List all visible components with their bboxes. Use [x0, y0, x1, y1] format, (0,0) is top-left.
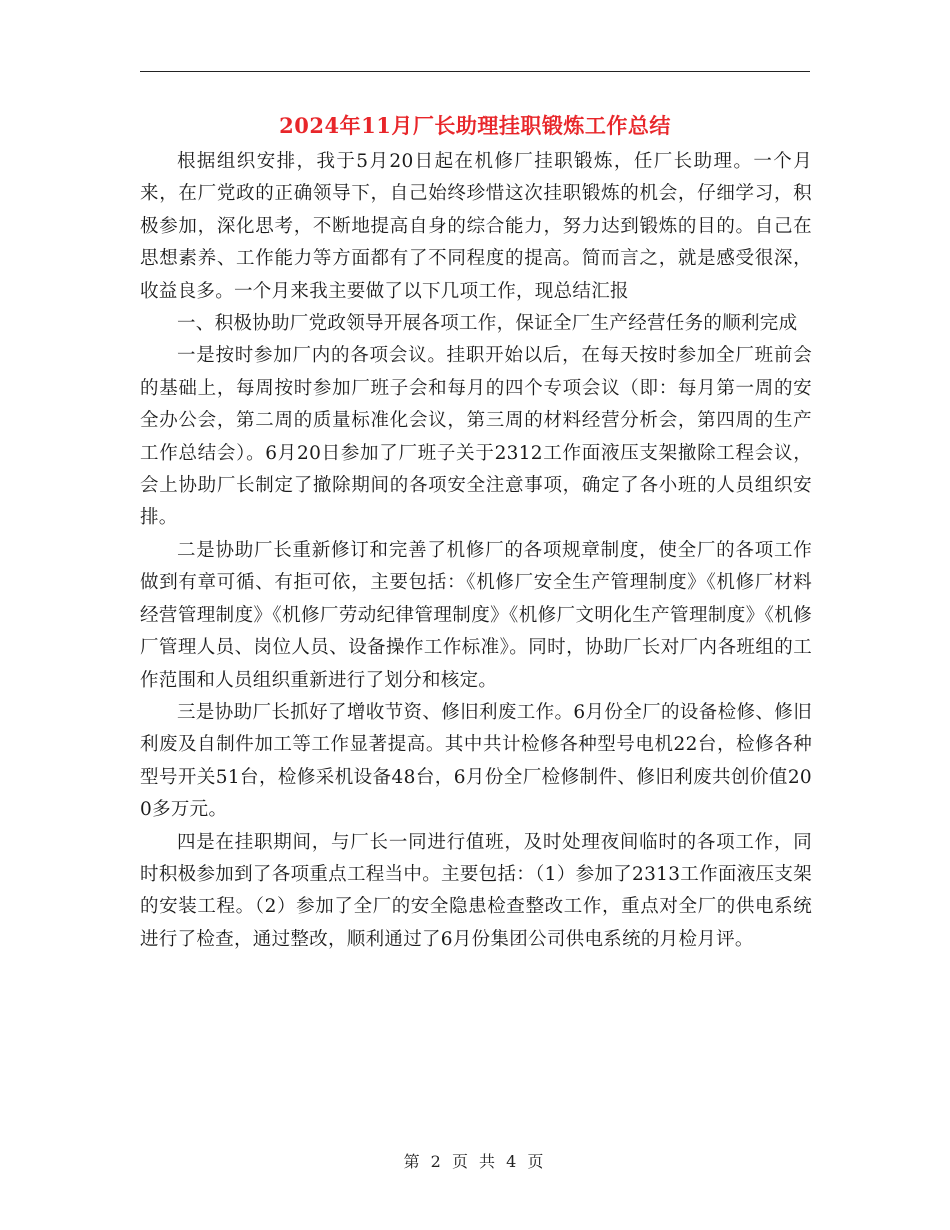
document-title: 2024年11月厂长助理挂职锻炼工作总结: [279, 113, 671, 138]
paragraph-intro: 根据组织安排，我于5月20日起在机修厂挂职锻炼，任厂长助理。一个月来，在厂党政的正确领导下，自己始终珍惜这次挂职锻炼的机会，仔细学习，积极参加，深化思考，不断地提高自身的综合能力，努力达到锻炼的目的。自己在思想素养、工作能力等方面都有了不同程度的提高。简而言之，就是感受很深，收益良多。一个月来我主要做了以下几项工作，现总结汇报: [140, 151, 812, 302]
paragraph-item-1: 一是按时参加厂内的各项会议。挂职开始以后，在每天按时参加全厂班前会的基础上，每周按时参加厂班子会和每月的四个专项会议（即：每月第一周的安全办公会，第二周的质量标准化会议，第三周的材料经营分析会，第四周的生产工作总结会）。6月20日参加了厂班子关于2312工作面液压支架撤除工程会议，会上协助厂长制定了撤除期间的各项安全注意事项，确定了各小班的人员组织安排。: [140, 345, 812, 529]
page-footer: 第 2 页 共 4 页: [403, 1152, 547, 1171]
paragraph-item-3: 三是协助厂长抓好了增收节资、修旧利废工作。6月份全厂的设备检修、修旧利废及自制件加工等工作显著提高。其中共计检修各种型号电机22台，检修各种型号开关51台，检修采机设备48台，6月份全厂检修制件、修旧利废共创价值200多万元。: [140, 701, 812, 821]
paragraph-item-4: 四是在挂职期间，与厂长一同进行值班，及时处理夜间临时的各项工作，同时积极参加到了各项重点工程当中。主要包括：（1）参加了2313工作面液压支架的安装工程。（2）参加了全厂的安全隐患检查整改工作，重点对全厂的供电系统进行了检查，通过整改，顺利通过了6月份集团公司供电系统的月检月评。: [140, 831, 812, 950]
document-body: [140, 146, 812, 956]
paragraph-item-2: 二是协助厂长重新修订和完善了机修厂的各项规章制度，使全厂的各项工作做到有章可循、有拒可依，主要包括：《机修厂安全生产管理制度》《机修厂材料经营管理制度》《机修厂劳动纪律管理制度》《机修厂文明化生产管理制度》《机修厂管理人员、岗位人员、设备操作工作标准》。同时，协助厂长对厂内各班组的工作范围和人员组织重新进行了划分和核定。: [140, 539, 812, 691]
header-rule: [140, 71, 810, 72]
paragraph-section-heading: 一、积极协助厂党政领导开展各项工作，保证全厂生产经营任务的顺利完成: [177, 313, 798, 335]
